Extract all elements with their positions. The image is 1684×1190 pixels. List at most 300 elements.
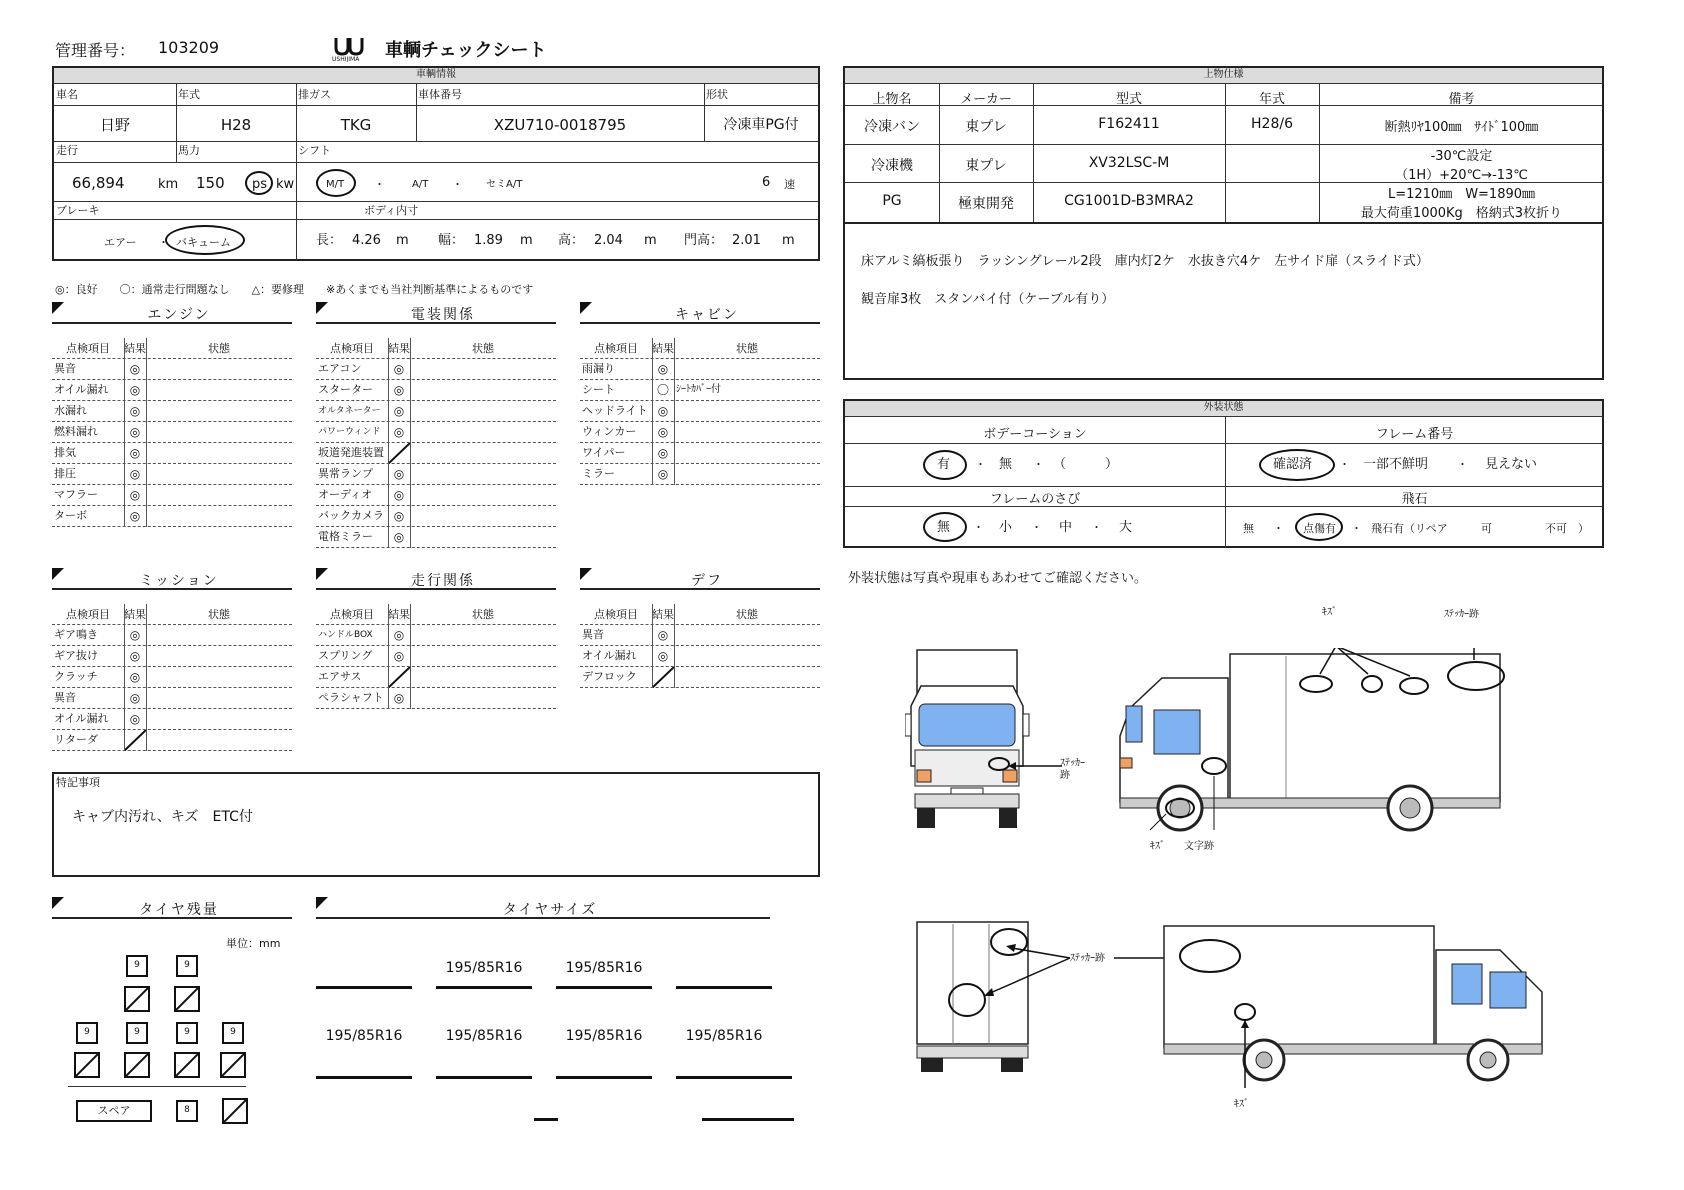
dim-height-unit: m [644,233,657,248]
stone-dot-circle [1295,513,1343,541]
result-mark: ◎ [129,383,141,397]
column-header-state: 状態 [736,342,758,355]
check-row [52,709,292,730]
cabin-section-title: キャビン [675,307,739,323]
dim-height-label: 高： [558,233,585,248]
legend-text: ◎：良好 〇：通常走行問題なし △：要修理 ※あくまでも当社判断基準によるものです [55,283,534,296]
check-state [676,646,820,667]
check-item: オイル漏れ [54,383,109,396]
result-mark: ◎ [129,670,141,684]
power-unit-ps: ps [252,177,268,192]
vehicle-info-box [52,66,820,261]
check-row [52,667,292,688]
stone-none: 無 [1243,522,1254,535]
body-spec-header-name: 上物名 [872,92,912,107]
check-row [52,688,292,709]
check-state [412,422,556,443]
check-row [316,485,556,506]
check-item: クラッチ [54,670,98,683]
body-spec-header-year: 年式 [1258,92,1285,107]
check-result [388,380,410,401]
check-item: 燃料漏れ [54,425,98,438]
stone-sep-2: ・ [1351,522,1362,535]
result-mark: ◎ [393,488,405,502]
check-item: 異音 [54,362,76,375]
check-state [412,380,556,401]
engine-section-title: エンジン [147,307,211,323]
body-spec-name: PG [882,193,902,209]
column-header-result: 結果 [388,342,410,355]
spare-label-box: スペア [76,1100,152,1122]
result-mark: 〇 [656,383,669,397]
frame-num-ok: 確認済 [1273,457,1313,472]
check-result [388,422,410,443]
check-state [148,506,292,527]
result-mark: ◎ [393,509,405,523]
body-spec-maker: 東プレ [965,158,1007,174]
engine-check-table [52,338,292,527]
check-state [412,443,556,464]
check-item: エアサス [318,670,362,683]
rust-none-circle [923,512,967,542]
stone-ng: 不可 ） [1545,522,1589,535]
brake-air: エアー [104,236,137,249]
dim-height-value: 2.04 [594,233,623,248]
body-coat-label: ボデーコーション [983,427,1087,442]
body-spec-header-model: 型式 [1115,92,1142,107]
shift-mt: M/T [326,179,345,190]
tire-unit: 単位：mm [226,937,281,950]
rust-small: 小 [999,520,1013,535]
rear-tire-slash-2 [124,1052,150,1078]
shift-sep-2: ・ [452,178,463,191]
check-state [412,359,556,380]
label-maker: 車名 [56,88,78,101]
check-state [412,646,556,667]
check-result [124,443,146,464]
body-coat-no: 無 [999,457,1013,472]
column-header-state: 状態 [208,608,230,621]
body-spec-maker: 東プレ [965,119,1007,135]
check-result [124,730,146,751]
tire-remaining-header [52,897,292,919]
check-item: ターボ [54,509,87,522]
check-item: オルタネーター [318,406,381,416]
check-state [148,359,292,380]
check-state [412,506,556,527]
check-result [652,646,674,667]
check-row [52,464,292,485]
label-sticker-front: ｽﾃｯｶｰ跡 [1060,758,1085,781]
column-header-result: 結果 [388,608,410,621]
check-item: ワイパー [582,446,626,459]
check-state [676,359,820,380]
check-result [652,443,674,464]
value-emission: TKG [340,116,372,134]
stone-chip-label: 飛石 [1401,492,1428,507]
tire-size-title: タイヤサイズ [502,902,598,918]
check-result [652,380,674,401]
dim-door-value: 2.01 [732,233,761,248]
check-state [148,667,292,688]
column-header-item: 点検項目 [594,342,638,355]
check-state [148,443,292,464]
check-item: 水漏れ [54,404,87,417]
rear-tire-value-2: 9 [126,1022,148,1044]
running-section-title: 走行関係 [411,573,475,589]
check-result [388,401,410,422]
check-item: オーディオ [318,488,373,501]
gear-unit: 速 [784,178,795,191]
stone-dot: 点傷有 [1303,522,1336,535]
check-result [124,401,146,422]
check-item: 坂道発進装置 [318,446,384,459]
mission-section-header [52,568,292,590]
not-applicable-slash [652,667,674,688]
dim-length-label: 長： [316,233,343,248]
check-item: 排圧 [54,467,76,480]
check-state [412,485,556,506]
stone-ok: 可 [1481,522,1492,535]
check-state [148,422,292,443]
rear-tire-size: 195/85R16 [685,1028,763,1044]
check-item: オイル漏れ [582,649,637,662]
result-mark: ◎ [129,488,141,502]
check-table-header-row [52,338,292,359]
check-row [580,464,820,485]
result-mark: ◎ [393,530,405,544]
label-brake: ブレーキ [56,204,100,217]
stone-yes: 飛石有（リペア [1371,522,1448,535]
check-item: ペラシャフト [318,691,384,704]
mt-circle [316,169,356,197]
rust-large: 大 [1119,520,1133,535]
result-mark: ◎ [393,383,405,397]
not-applicable-slash [388,443,410,464]
check-row [580,667,820,688]
check-row [316,527,556,548]
column-header-state: 状態 [472,342,494,355]
check-state [412,464,556,485]
check-result [388,688,410,709]
frame-num-sep-1: ・ [1339,458,1350,471]
check-row [316,422,556,443]
check-item: パワーウィンド [318,427,381,437]
body-spec-note-line-2: 最大荷重1000Kg 格納式3枚折り [1360,206,1563,221]
result-mark: ◎ [129,425,141,439]
check-row [316,443,556,464]
result-mark: ◎ [657,467,669,481]
body-spec-note-line-1: L=1210㎜ W=1890㎜ [1387,187,1536,202]
check-item: リターダ [54,733,98,746]
rear-tire-value-1: 9 [76,1022,98,1044]
check-row [580,625,820,646]
check-row [316,667,556,688]
label-power: 馬力 [178,144,200,157]
logo-text: USHIJIMA [332,56,360,62]
check-row [316,464,556,485]
column-header-item: 点検項目 [330,342,374,355]
check-state: ｼｰﾄｶﾊﾞｰ付 [676,384,721,395]
check-table-header-row [580,338,820,359]
result-mark: ◎ [129,628,141,642]
check-state [676,464,820,485]
check-state [148,380,292,401]
notes-label: 特記事項 [56,776,100,789]
check-result [124,688,146,709]
body-coat-yes: 有 [937,457,951,472]
body-spec-title: 上物仕様 [845,68,1602,84]
check-state [412,688,556,709]
check-state [148,709,292,730]
check-row [316,506,556,527]
check-item: 異常ランプ [318,467,373,480]
body-spec-model: F162411 [1098,116,1160,132]
rust-sep-2: ・ [1031,521,1042,534]
check-row [316,359,556,380]
front-left-tire-slash [124,986,150,1012]
label-year: 年式 [178,88,200,101]
rust-sep-3: ・ [1091,521,1102,534]
check-table-header-row [52,604,292,625]
body-spec-note-line-1: 断熱ﾘﾔ100㎜ ｻｲﾄﾞ100㎜ [1384,120,1539,135]
result-mark: ◎ [657,362,669,376]
label-scratch-top: ｷｽﾞ [1322,607,1337,618]
rear-arrows [980,940,1180,1010]
check-row [580,380,820,401]
dim-door-unit: m [782,233,795,248]
value-shape: 冷凍車PG付 [723,117,799,133]
mission-check-table [52,604,292,751]
result-mark: ◎ [393,425,405,439]
check-row [52,443,292,464]
brake-sep: ・ [158,236,169,249]
check-state [676,667,820,688]
check-item: 電格ミラー [318,530,373,543]
shift-sep-1: ・ [374,178,385,191]
column-header-item: 点検項目 [330,608,374,621]
label-chassis: 車体番号 [418,88,462,101]
column-header-state: 状態 [472,608,494,621]
result-mark: ◎ [393,404,405,418]
brake-vacuum: バキューム [176,236,231,249]
frame-num-ok-circle [1259,449,1335,481]
check-row [52,625,292,646]
value-mileage: 66,894 [72,174,125,192]
check-result [388,443,410,464]
rear-tire-slash-4 [220,1052,246,1078]
running-check-table [316,604,556,709]
check-state [148,688,292,709]
check-item: ギア鳴き [54,628,98,641]
frame-rust-label: フレームのさび [989,492,1081,507]
rust-sep-1: ・ [973,521,984,534]
result-mark: ◎ [129,509,141,523]
check-table-header-row [316,338,556,359]
management-label: 管理番号： [55,41,136,60]
body-spec-note-line-1: -30℃設定 [1430,149,1493,164]
label-mileage: 走行 [56,144,78,157]
check-item: ミラー [582,467,615,480]
check-row [316,688,556,709]
dim-length-unit: m [396,233,409,248]
body-remarks-2: 観音扉3枚 スタンバイ付（ケーブル有り） [861,292,1115,307]
check-row [316,646,556,667]
check-row [316,625,556,646]
column-header-item: 点検項目 [66,608,110,621]
column-header-result: 結果 [652,342,674,355]
dim-length-value: 4.26 [352,233,381,248]
check-result [124,464,146,485]
label-shape: 形状 [706,88,728,101]
body-spec-note-line-2: （1H）+20℃→-13℃ [1395,168,1528,183]
check-result [388,506,410,527]
check-result [388,667,410,688]
check-state [676,401,820,422]
shift-semi-at: セミA/T [486,179,523,190]
result-mark: ◎ [657,649,669,663]
check-item: デフロック [582,670,637,683]
check-result [388,527,410,548]
check-state [148,730,292,751]
front-right-tire-slash [174,986,200,1012]
check-item: 異音 [54,691,76,704]
check-item: ウィンカー [582,425,637,438]
check-item: バックカメラ [318,509,384,522]
label-shift: シフト [298,144,331,157]
column-header-result: 結果 [652,608,674,621]
rear-tire-size: 195/85R16 [325,1028,403,1044]
truck-front-view [905,648,1030,828]
check-row [52,485,292,506]
check-result [388,464,410,485]
front-left-tire-value: 9 [126,955,148,977]
tire-size-header [316,897,770,919]
check-result [124,485,146,506]
exterior-title: 外装状態 [845,401,1602,417]
label-sticker-top: ｽﾃｯｶｰ跡 [1444,609,1479,620]
check-state [676,625,820,646]
check-item: シート [582,383,615,396]
check-row [316,401,556,422]
exterior-note: 外装状態は写真や現車もあわせてご確認ください。 [848,571,1148,586]
result-mark: ◎ [393,628,405,642]
page-title: 車輌チェックシート [385,40,547,61]
stone-sep-1: ・ [1273,522,1284,535]
label-sticker-rear: ｽﾃｯｶｰ跡 [1070,953,1105,964]
check-item: 排気 [54,446,76,459]
check-result [124,625,146,646]
rust-mid: 中 [1059,520,1073,535]
check-row [52,380,292,401]
result-mark: ◎ [129,362,141,376]
column-header-state: 状態 [736,608,758,621]
power-unit-kw: kw [276,177,295,192]
check-result [652,464,674,485]
check-state [676,422,820,443]
result-mark: ◎ [129,404,141,418]
gear-count: 6 [762,175,771,190]
check-state [676,443,820,464]
result-mark: ◎ [129,649,141,663]
check-item: ハンドルBOX [318,630,373,640]
truck-side-view-right [1160,920,1545,1090]
check-result [388,359,410,380]
running-section-header [316,568,556,590]
front-arrow [1008,758,1064,774]
frame-num-sep-2: ・ [1457,458,1468,471]
label-letters: 文字跡 [1184,841,1214,852]
check-state [412,401,556,422]
body-spec-header-note: 備考 [1448,92,1475,107]
body-spec-name: 冷凍バン [864,119,920,135]
shift-at: A/T [412,179,429,190]
ps-circle [245,171,273,195]
rear-tire-value-3: 9 [176,1022,198,1044]
body-spec-model: XV32LSC-M [1088,155,1170,171]
value-power: 150 [196,174,225,192]
vacuum-circle [165,225,245,255]
value-chassis: XZU710-0018795 [493,116,627,134]
check-result [124,359,146,380]
check-row [580,359,820,380]
engine-section-header [52,302,292,324]
cabin-check-table [580,338,820,485]
result-mark: ◎ [657,404,669,418]
check-state [148,401,292,422]
check-item: ギア抜け [54,649,98,662]
check-state [148,625,292,646]
column-header-item: 点検項目 [594,608,638,621]
tire-remaining-title: タイヤ残量 [139,902,219,918]
mileage-unit: km [158,177,179,192]
front-tire-size: 195/85R16 [565,960,643,976]
check-result [652,401,674,422]
not-applicable-slash [124,730,146,751]
dim-width-unit: m [520,233,533,248]
check-result [652,667,674,688]
company-logo [330,36,372,62]
check-result [388,646,410,667]
check-row [580,646,820,667]
body-spec-maker: 極東開発 [958,196,1014,212]
check-state [148,646,292,667]
rust-none: 無 [937,520,951,535]
body-spec-box [843,66,1604,380]
check-result [388,625,410,646]
not-applicable-slash [388,667,410,688]
result-mark: ◎ [129,446,141,460]
check-result [124,646,146,667]
rear-tire-slash-1 [74,1052,100,1078]
electrical-section-header [316,302,556,324]
result-mark: ◎ [393,649,405,663]
rear-tire-size: 195/85R16 [565,1028,643,1044]
check-result [652,359,674,380]
check-state [412,625,556,646]
result-mark: ◎ [129,712,141,726]
result-mark: ◎ [393,467,405,481]
check-item: 雨漏り [582,362,615,375]
result-mark: ◎ [393,691,405,705]
check-row [52,401,292,422]
electrical-section-title: 電装関係 [411,307,475,323]
frame-num-none: 見えない [1485,457,1538,472]
label-body-inner: ボディ内寸 [364,204,419,217]
rear-tire-value-4: 9 [222,1022,244,1044]
result-mark: ◎ [393,362,405,376]
result-mark: ◎ [129,691,141,705]
